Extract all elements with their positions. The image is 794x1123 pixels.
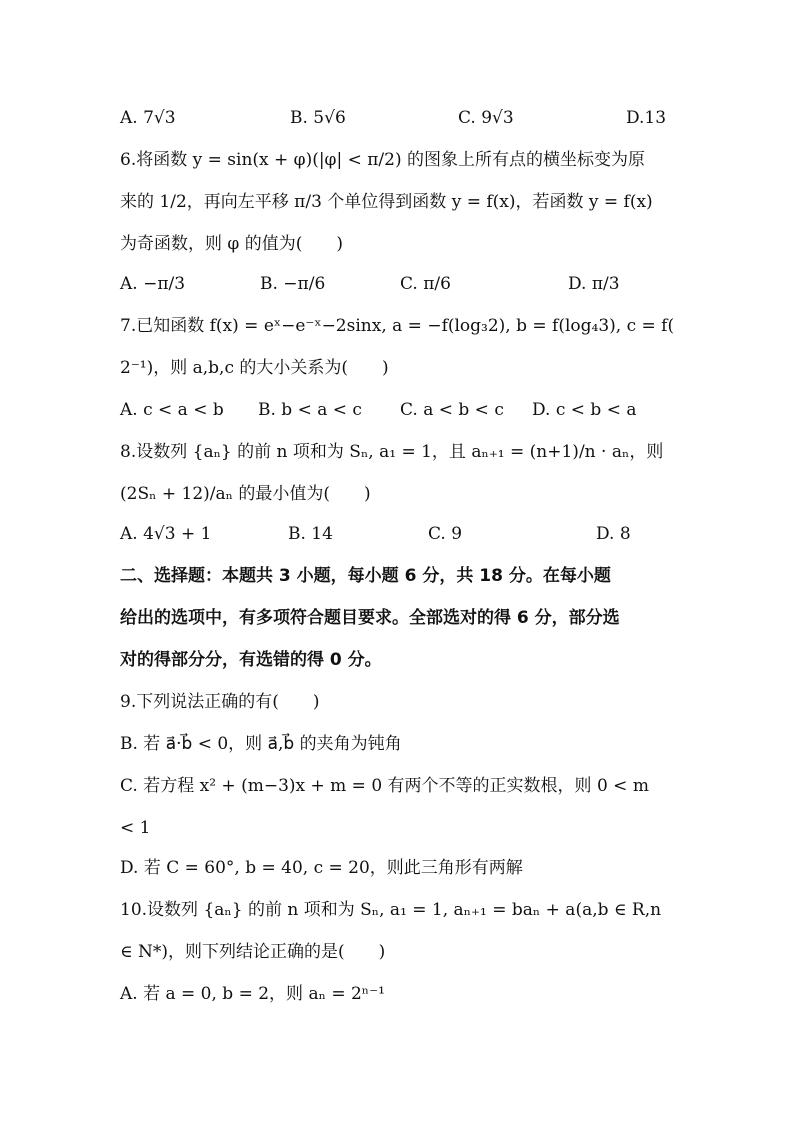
q7-option-c: C. a < b < c xyxy=(400,400,504,420)
q8-option-c: C. 9 xyxy=(428,524,463,544)
q8-stem-line2: (2Sₙ + 12)/aₙ 的最小值为( ) xyxy=(120,484,371,504)
section2-heading-line1: 二、选择题：本题共 3 小题，每小题 6 分，共 18 分。在每小题 xyxy=(120,566,611,586)
q7-stem-line2: 2⁻¹)，则 a,b,c 的大小关系为( ) xyxy=(120,358,389,378)
q8-options xyxy=(120,522,680,546)
q6-stem-line3: 为奇函数，则 φ 的值为( ) xyxy=(120,234,343,254)
q7-option-a: A. c < a < b xyxy=(120,400,224,420)
section2-heading-line3: 对的得部分分，有选错的得 0 分。 xyxy=(120,650,382,670)
q10-stem-line1: 10.设数列 {aₙ} 的前 n 项和为 Sₙ, a₁ = 1, aₙ₊₁ = baₙ + a(a,b ∈ R,n xyxy=(120,900,662,920)
q6-stem-line1: 6.将函数 y = sin(x + φ)(|φ| < π/2) 的图象上所有点的横坐标变为原 xyxy=(120,150,645,170)
q5-option-d: D.13 xyxy=(626,108,667,128)
q10-option-a: A. 若 a = 0, b = 2，则 aₙ = 2ⁿ⁻¹ xyxy=(120,984,385,1004)
q7-stem-line1: 7.已知函数 f(x) = eˣ−e⁻ˣ−2sinx, a = −f(log₃2), b = f(log₄3), c = f( xyxy=(120,316,675,336)
q6-stem-line2: 来的 1/2，再向左平移 π/3 个单位得到函数 y = f(x)，若函数 y = f(x) xyxy=(120,192,653,212)
q7-options xyxy=(120,398,680,422)
q8-stem-line1: 8.设数列 {aₙ} 的前 n 项和为 Sₙ, a₁ = 1，且 aₙ₊₁ = (n+1)/n · aₙ，则 xyxy=(120,442,664,462)
q9-option-c-line1: C. 若方程 x² + (m−3)x + m = 0 有两个不等的正实数根，则 0 < m xyxy=(120,776,649,796)
q9-option-c-line2: < 1 xyxy=(120,818,151,838)
q10-stem-line2: ∈ N*)，则下列结论正确的是( ) xyxy=(120,942,386,962)
q8-option-a: A. 4√3 + 1 xyxy=(120,524,212,544)
q5-option-a: A. 7√3 xyxy=(120,108,176,128)
q9-option-b: B. 若 a⃗·b⃗ < 0，则 a⃗,b⃗ 的夹角为钝角 xyxy=(120,734,402,754)
q8-option-d: D. 8 xyxy=(596,524,631,544)
q9-stem: 9.下列说法正确的有( ) xyxy=(120,692,320,712)
q6-option-d: D. π/3 xyxy=(568,274,620,294)
q9-option-d: D. 若 C = 60°, b = 40, c = 20，则此三角形有两解 xyxy=(120,858,523,878)
section2-heading-line2: 给出的选项中，有多项符合题目要求。全部选对的得 6 分，部分选 xyxy=(120,608,620,628)
q7-option-d: D. c < b < a xyxy=(532,400,637,420)
q7-option-b: B. b < a < c xyxy=(258,400,362,420)
q6-option-b: B. −π/6 xyxy=(260,274,326,294)
q6-options xyxy=(120,272,680,296)
q5-options xyxy=(120,106,680,130)
q5-option-c: C. 9√3 xyxy=(458,108,514,128)
q8-option-b: B. 14 xyxy=(288,524,333,544)
q6-option-a: A. −π/3 xyxy=(120,274,186,294)
q5-option-b: B. 5√6 xyxy=(290,108,346,128)
q6-option-c: C. π/6 xyxy=(400,274,451,294)
